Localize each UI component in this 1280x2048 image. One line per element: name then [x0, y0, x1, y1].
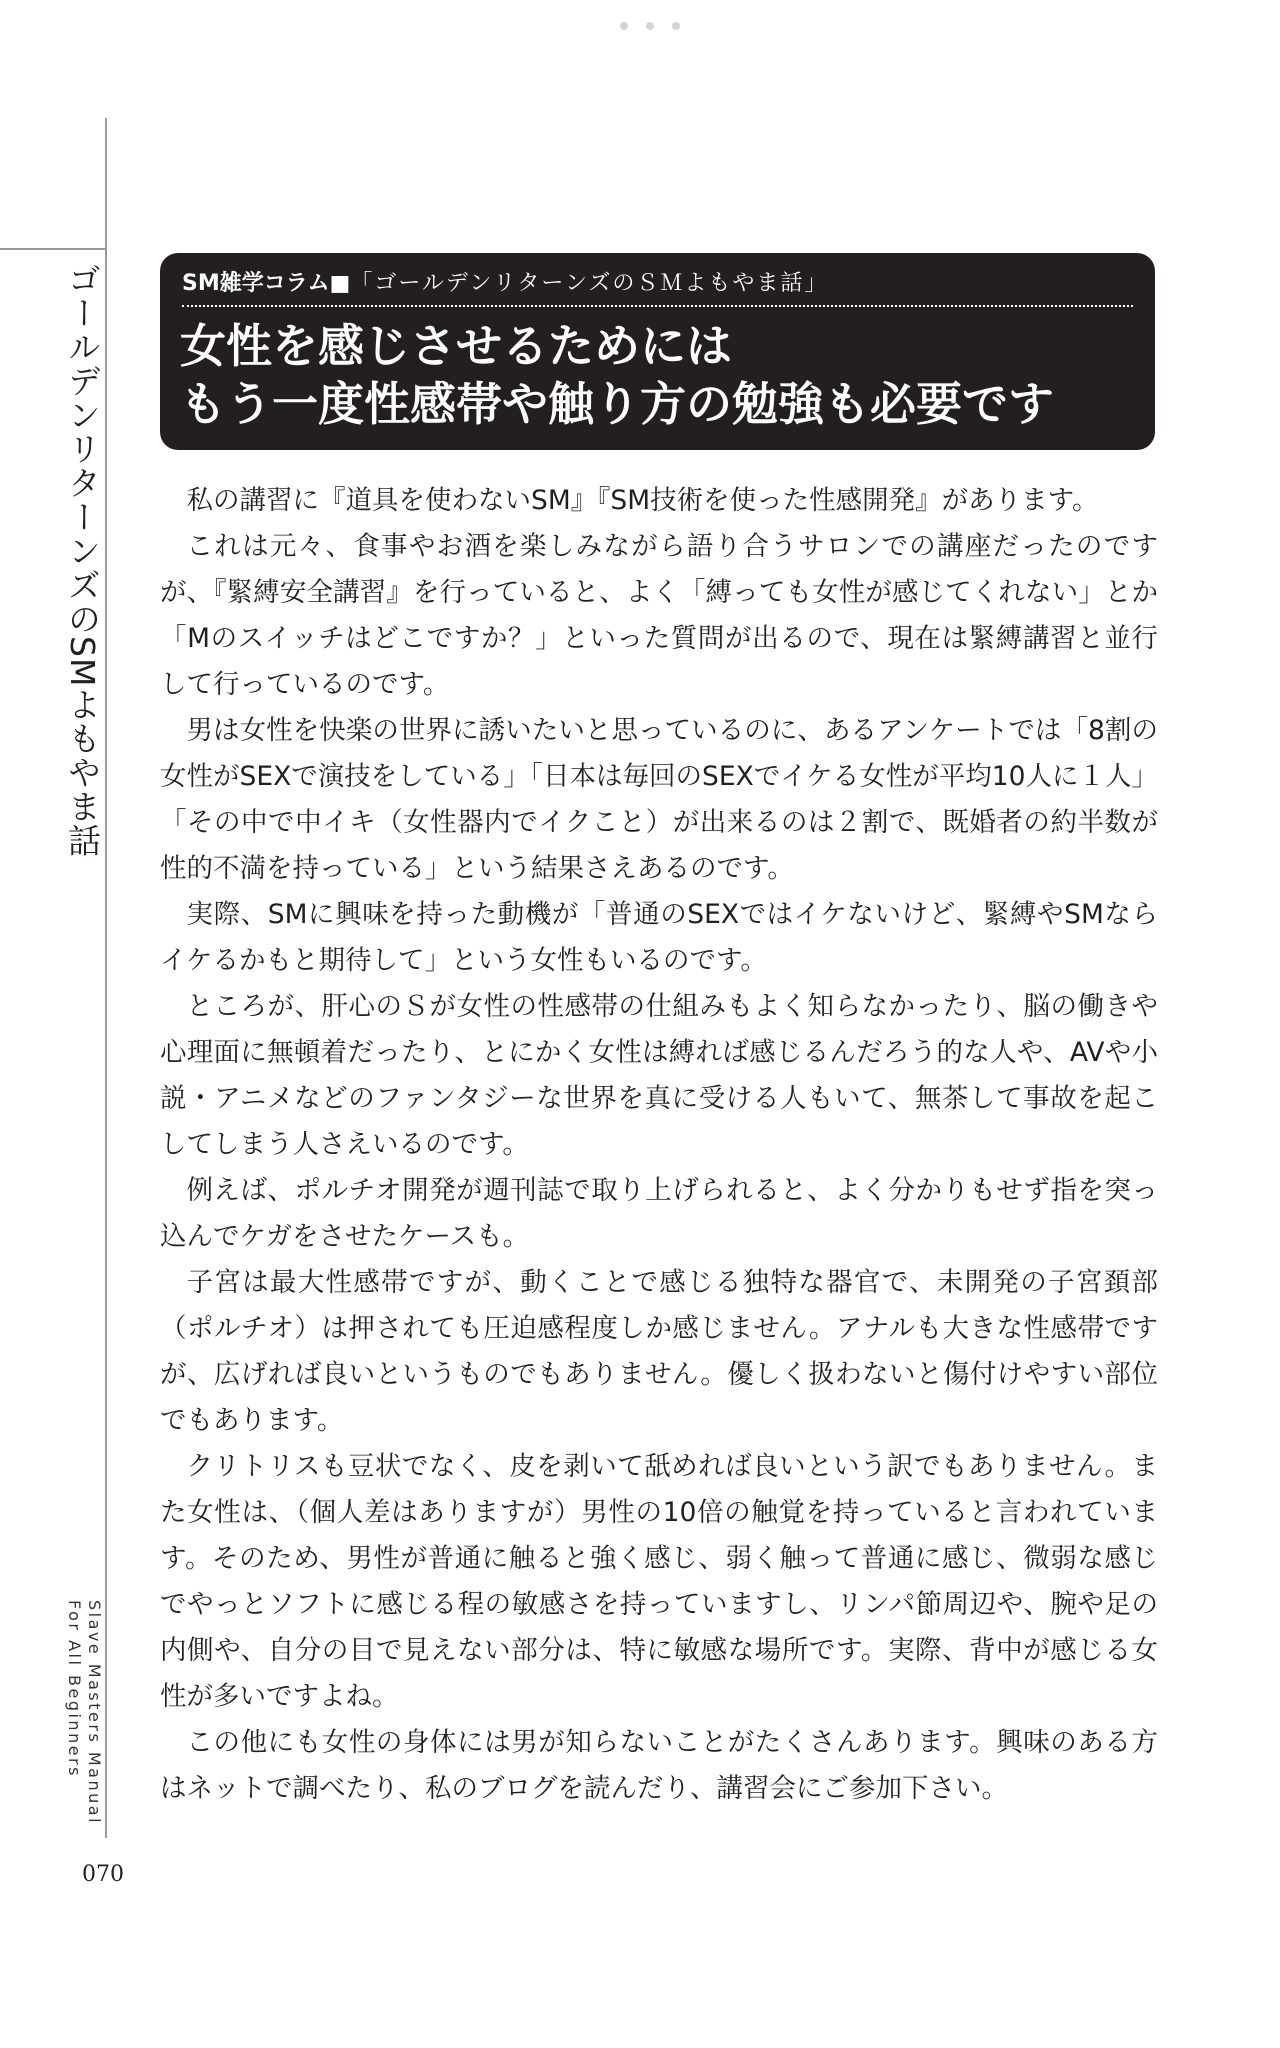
side-english-title	[60, 1600, 104, 1840]
page-number: 070	[82, 1862, 124, 1887]
paragraph: 私の講習に『道具を使わないSM』『SM技術を使った性感開発』があります。	[186, 485, 1099, 516]
column-title-line1: 女性を感じさせるためには	[180, 319, 732, 373]
side-running-title: ゴールデンリターンズのSMよもやま話	[63, 262, 102, 858]
header-divider	[182, 305, 1133, 307]
dot-icon	[672, 22, 680, 30]
dot-icon	[646, 22, 654, 30]
column-header	[160, 253, 1155, 450]
column-subtitle	[182, 265, 828, 302]
paragraph: 男は女性を快楽の世界に誘いたいと思っているのに、あるアンケートでは「8割の女性がSEXで演技をしている」「日本は毎回のSEXでイケる女性が平均10人に１人」「その中で中イキ（女性器内でイクこと）が出来るのは２割で、既婚者の約半数が性的不満を持っている」という結果さえあるのです。	[160, 715, 1158, 884]
paragraph: 実際、SMに興味を持った動機が「普通のSEXではイケないけど、緊縛やSMならイケるかもと期待して」という女性もいるのです。	[160, 899, 1158, 976]
dot-icon	[620, 22, 628, 30]
paragraph: ところが、肝心のＳが女性の性感帯の仕組みもよく知らなかったり、脳の働きや心理面に無頓着だったり、とにかく女性は縛れば感じるんだろう的な人や、AVや小説・アニメなどのファンタジーな世界を真に受ける人もいて、無茶して事故を起こしてしまう人さえいるのです。	[160, 991, 1158, 1160]
page-menu-dots[interactable]	[620, 22, 680, 32]
paragraph: 子宮は最大性感帯ですが、動くことで感じる独特な器官で、未開発の子宮頚部（ポルチオ）は押されても圧迫感程度しか感じません。アナルも大きな性感帯ですが、広げれば良いというものでもありません。優しく扱わないと傷付けやすい部位でもあります。	[160, 1267, 1159, 1436]
paragraph: クリトリスも豆状でなく、皮を剥いて舐めれば良いという訳でもありません。また女性は、（個人差はありますが）男性の10倍の触覚を持っていると言われています。そのため、男性が普通に触ると強く感じ、弱く触って普通に感じ、微弱な感じでやっとソフトに感じる程の敏感さを持っていますし、リンパ節周辺や、腕や足の内側や、自分の目で見えない部分は、特に敏感な場所です。実際、背中が感じる女性が多いですよね。	[160, 1451, 1158, 1712]
paragraph: この他にも女性の身体には男が知らないことがたくさんあります。興味のある方はネットで調べたり、私のブログを読んだり、講習会にご参加下さい。	[160, 1727, 1158, 1804]
article-body	[160, 478, 1158, 1812]
column-title-line2: もう一度性感帯や触り方の勉強も必要です	[180, 377, 1054, 431]
side-english-line1: Slave Masters Manual	[85, 1600, 104, 1826]
column-series: 「ゴールデンリターンズのＳＭよもやま話」	[350, 271, 829, 296]
column-category: SM雑学コラム■	[182, 271, 351, 296]
margin-rule-vertical	[105, 118, 107, 1838]
paragraph: これは元々、食事やお酒を楽しみながら語り合うサロンでの講座だったのですが、『緊縛安全講習』を行っていると、よく「縛っても女性が感じてくれない」とか「Mのスイッチはどこですか？」といった質問が出るので、現在は緊縛講習と並行して行っているのです。	[160, 531, 1158, 700]
paragraph: 例えば、ポルチオ開発が週刊誌で取り上げられると、よく分かりもせず指を突っ込んでケガをさせたケースも。	[160, 1175, 1158, 1252]
margin-rule-horizontal	[0, 248, 106, 250]
column-title	[180, 317, 1054, 433]
side-english-line2: For All Beginners	[65, 1600, 84, 1778]
